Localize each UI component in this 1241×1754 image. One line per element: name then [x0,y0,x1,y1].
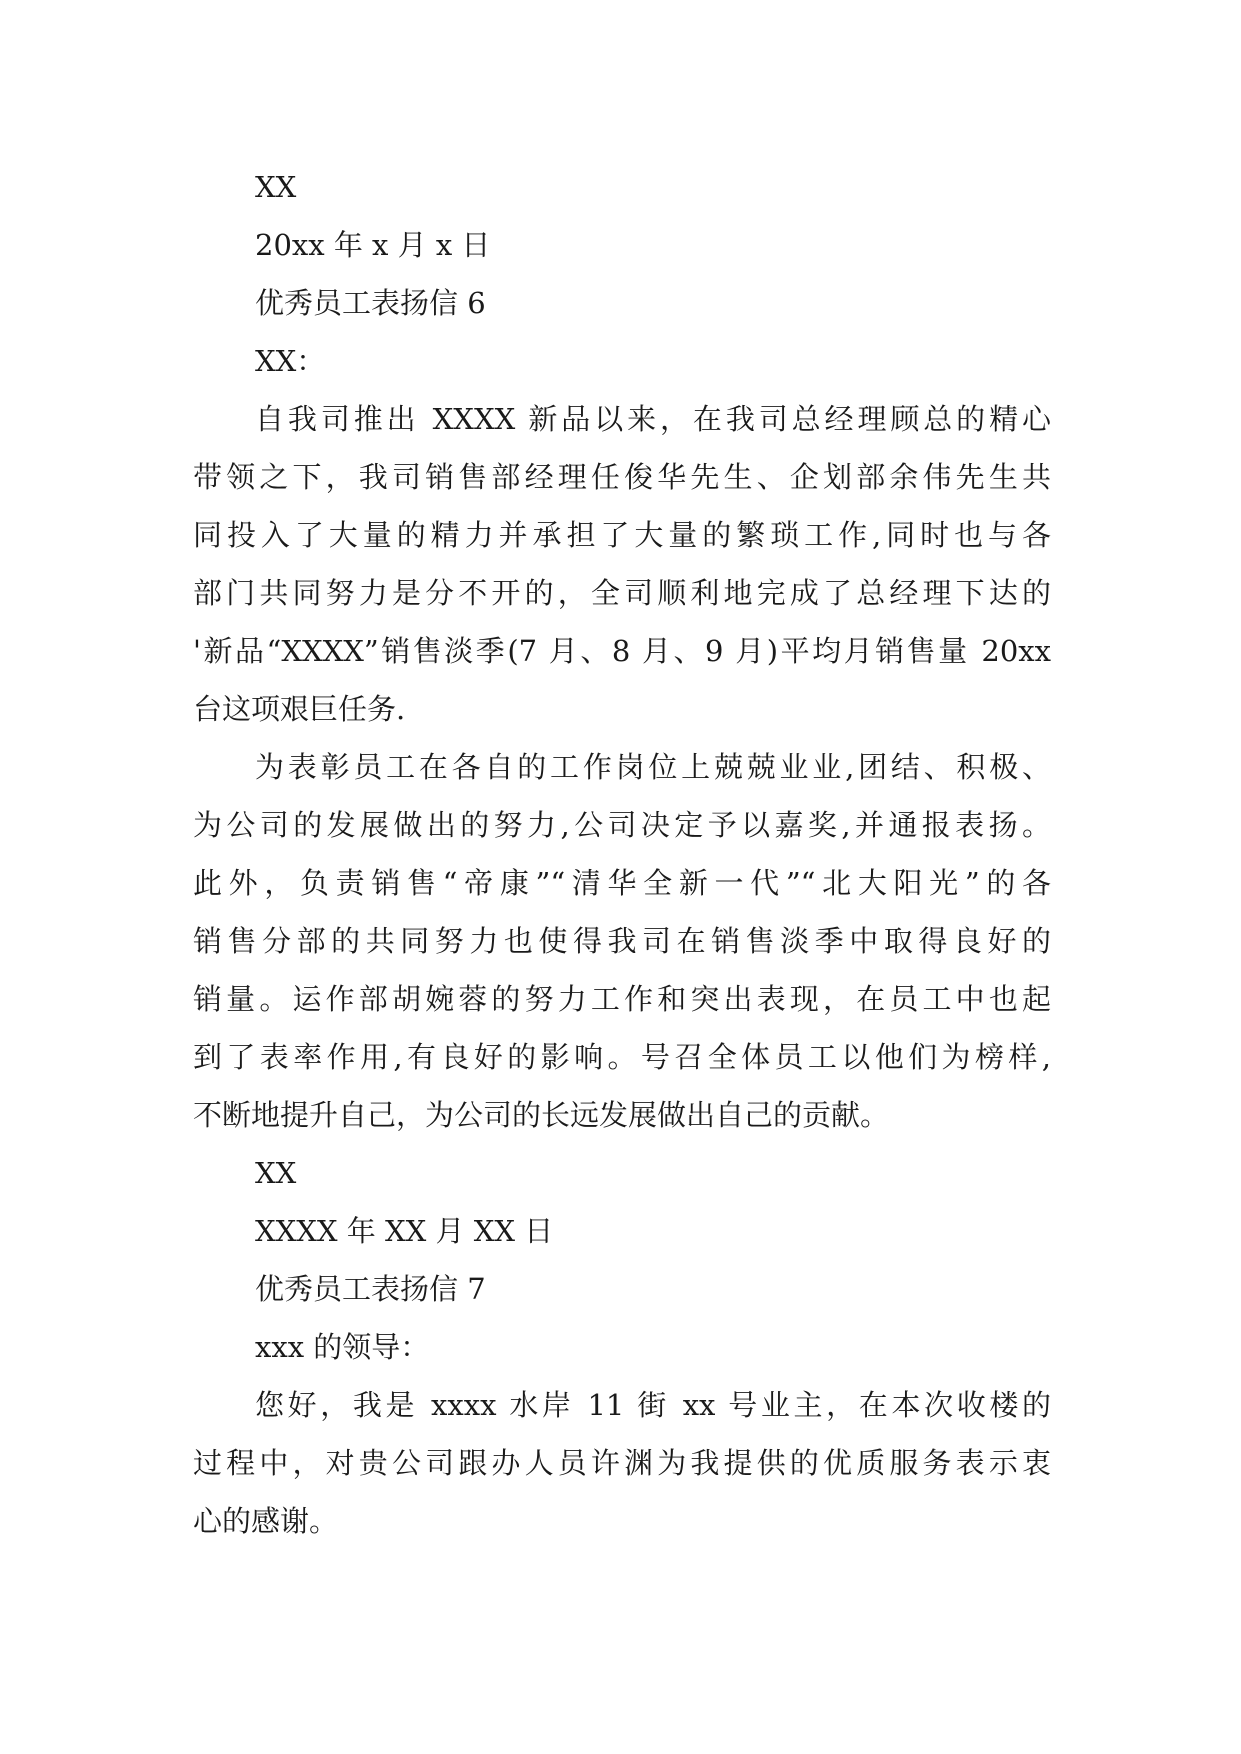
paragraph-line: 自我司推出 XXXX 新品以来，在我司总经理顾总的精心 [255,402,1051,436]
paragraph-line: 销量。运作部胡婉蓉的努力工作和突出表现，在员工中也起 [193,982,1051,1016]
paragraph-line: 台这项艰巨任务. [193,692,406,726]
date-line: XXXX 年 XX 月 XX 日 [255,1214,554,1248]
paragraph-line: 心的感谢。 [193,1504,339,1538]
paragraph-line: 不断地提升自己，为公司的长远发展做出自己的贡献。 [193,1098,890,1132]
document-body [193,158,1051,1550]
letter-title: 优秀员工表扬信 7 [255,1272,486,1306]
paragraph-line: 带领之下，我司销售部经理任俊华先生、企划部余伟先生共 [193,460,1051,494]
paragraph-line: 为表彰员工在各自的工作岗位上兢兢业业,团结、积极、 [255,750,1051,784]
paragraph-line: 销售分部的共同努力也使得我司在销售淡季中取得良好的 [193,924,1051,958]
paragraph-line: 此外，负责销售“帝康”“清华全新一代”“北大阳光”的各 [193,866,1051,900]
body-paragraph-3 [193,1376,1051,1550]
signature-line: XX [255,1156,297,1190]
date-line: 20xx 年 x 月 x 日 [255,228,491,262]
paragraph-line: '新品“XXXX”销售淡季(7 月、8 月、9 月)平均月销售量 20xx [193,634,1051,668]
paragraph-line: 过程中，对贵公司跟办人员许渊为我提供的优质服务表示衷 [193,1446,1051,1480]
signature-line: XX [255,170,297,204]
paragraph-line: 为公司的发展做出的努力,公司决定予以嘉奖,并通报表扬。 [193,808,1051,842]
letter-title: 优秀员工表扬信 6 [255,286,486,320]
salutation: xxx 的领导： [255,1330,430,1364]
paragraph-line: 到了表率作用,有良好的影响。号召全体员工以他们为榜样, [193,1040,1051,1074]
body-paragraph-1 [193,390,1051,738]
salutation: XX： [255,344,326,378]
paragraph-line: 您好，我是 xxxx 水岸 11 街 xx 号业主，在本次收楼的 [255,1388,1051,1422]
body-paragraph-2 [193,738,1051,1144]
paragraph-line: 部门共同努力是分不开的，全司顺利地完成了总经理下达的 [193,576,1051,610]
paragraph-line: 同投入了大量的精力并承担了大量的繁琐工作,同时也与各 [193,518,1051,552]
